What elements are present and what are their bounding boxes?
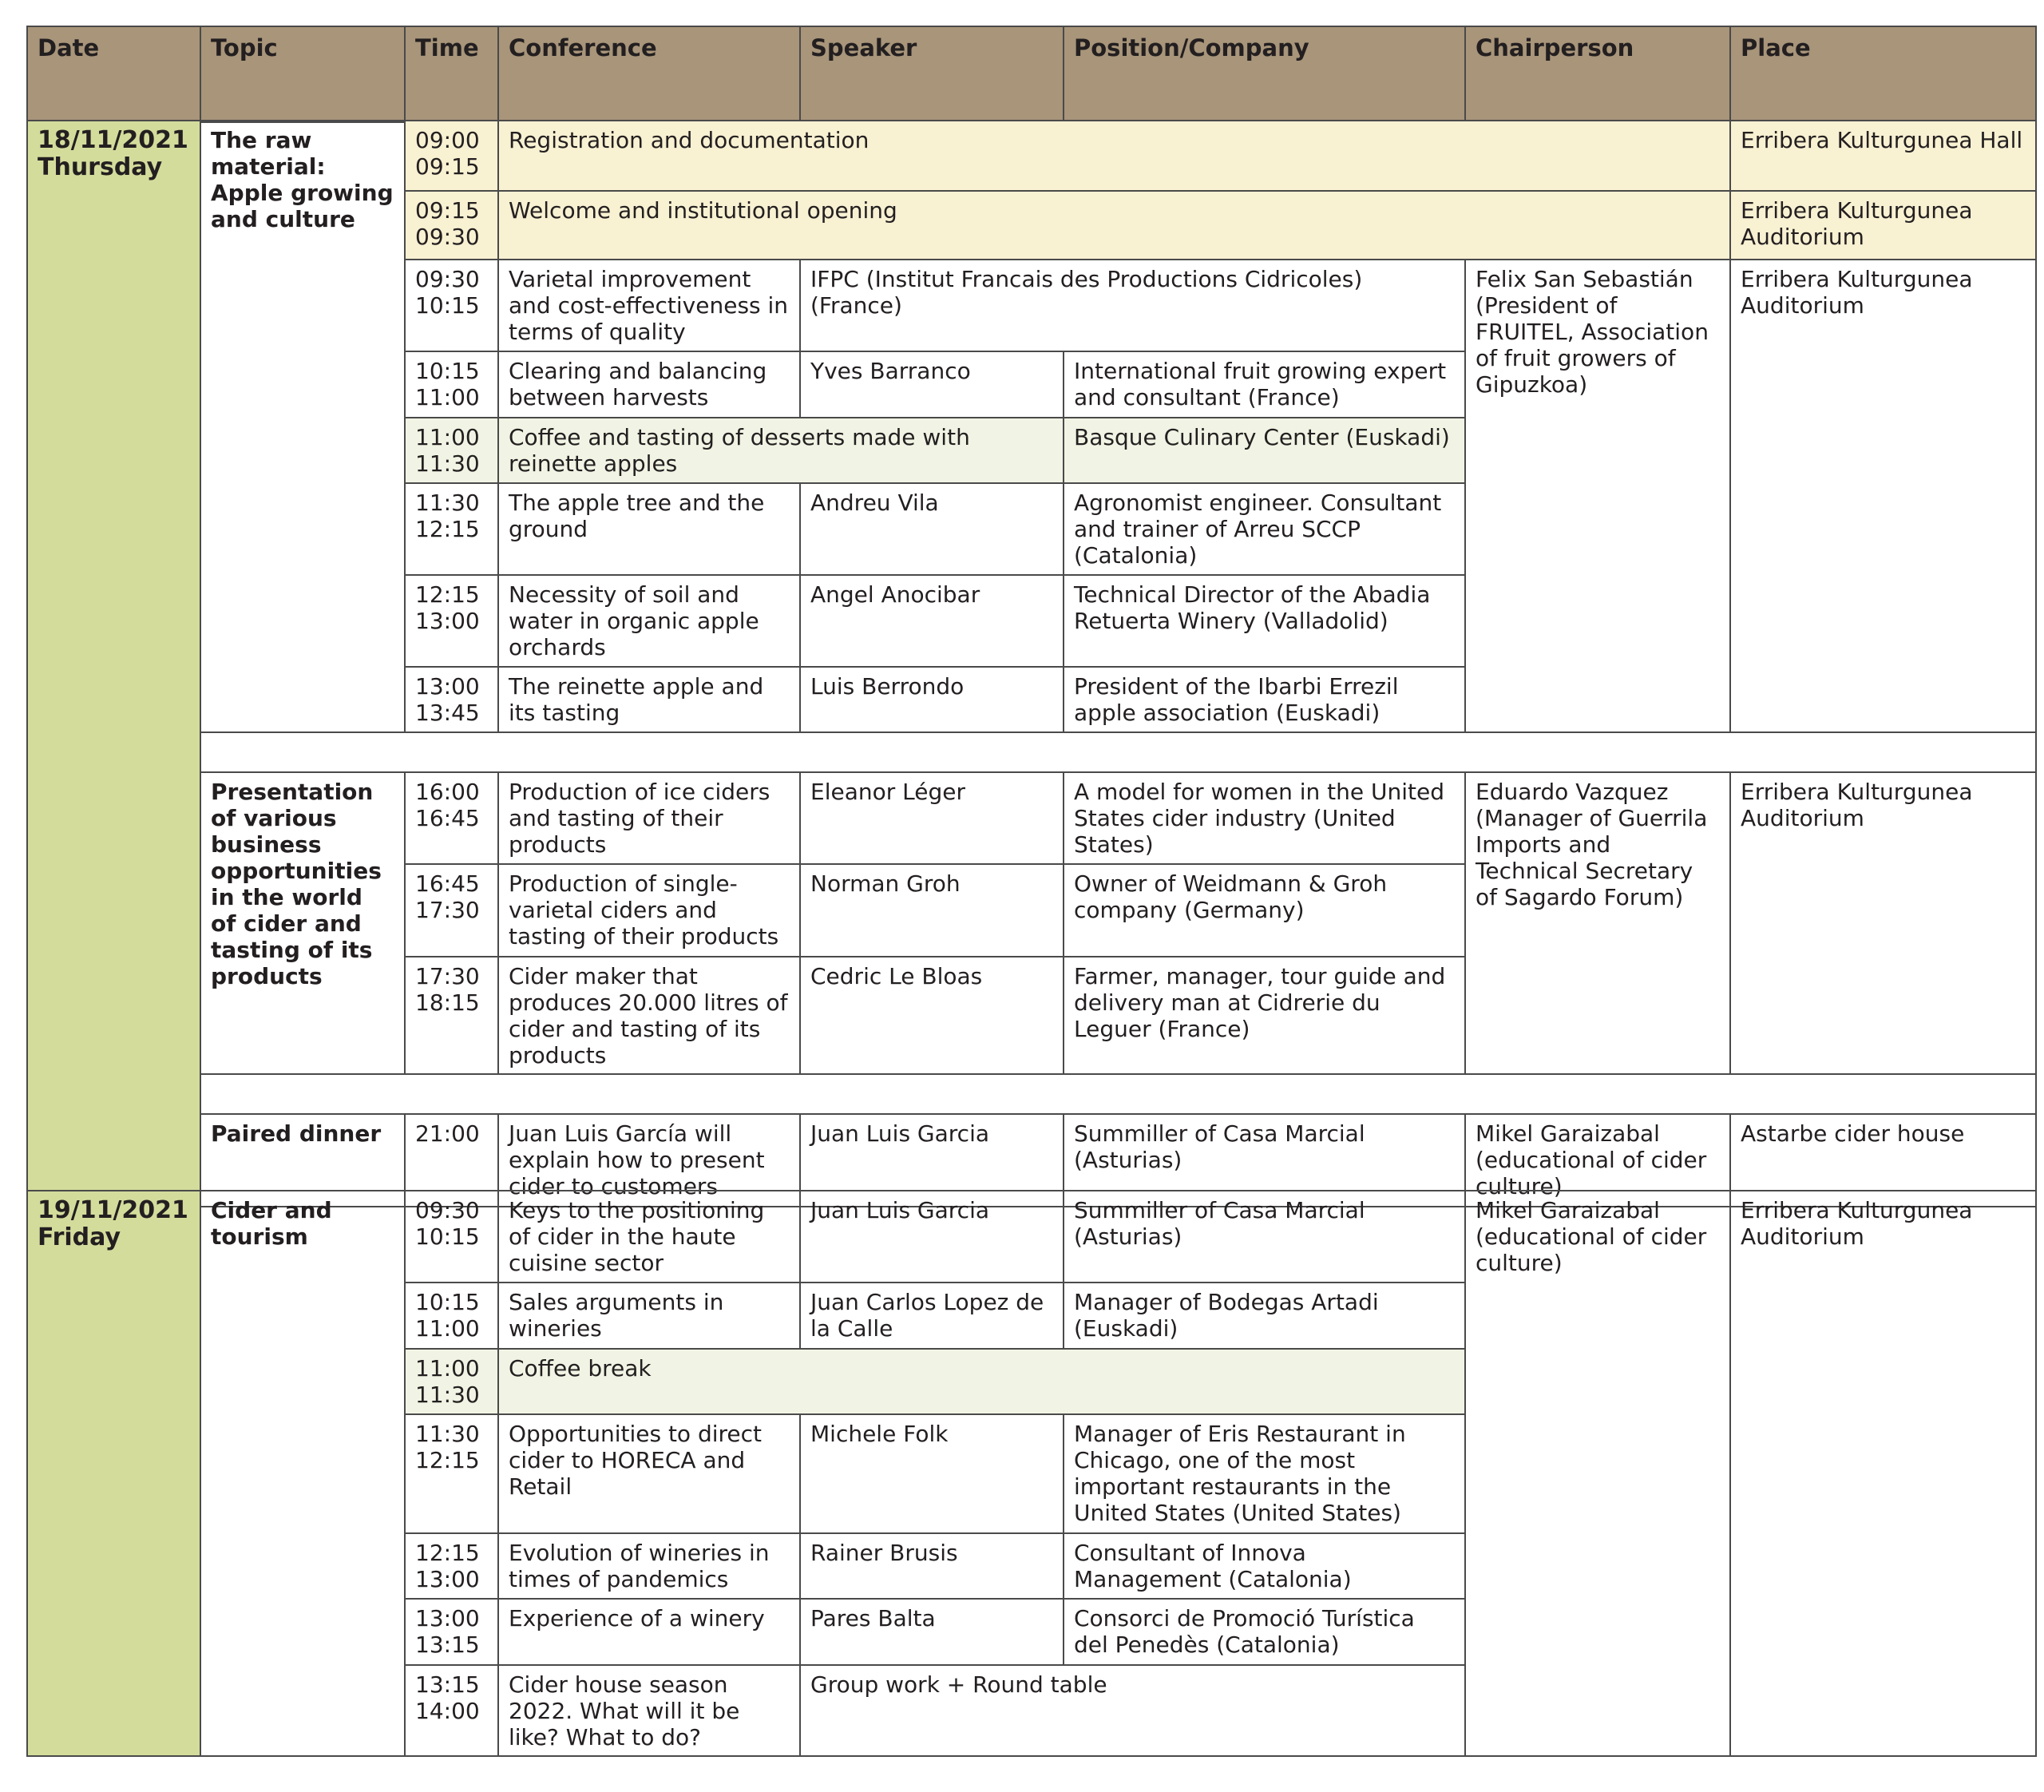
spacer-row xyxy=(27,1074,2036,1114)
conference-cell: The reinette apple and its tasting xyxy=(498,667,800,732)
chairperson-cell: Eduardo Vazquez (Manager of Guerrila Imports and Technical Secretary of Sagardo Forum) xyxy=(1465,772,1730,1074)
time-end: 16:45 xyxy=(415,805,480,831)
chairperson-cell: Felix San Sebastián (President of FRUITEL, Association of fruit growers of Gipuzkoa) xyxy=(1465,260,1730,732)
place-cell: Erribera Kulturgunea Auditorium xyxy=(1730,191,2036,260)
time-cell xyxy=(405,483,498,575)
time-cell xyxy=(405,772,498,864)
time-cell xyxy=(405,191,498,260)
position-cell: Farmer, manager, tour guide and delivery man at Cidrerie du Leguer (France) xyxy=(1064,957,1465,1074)
col-header-chairperson: Chairperson xyxy=(1465,26,1730,122)
conference-cell: Opportunities to direct cider to HORECA and Retail xyxy=(498,1414,800,1533)
place-cell: Erribera Kulturgunea Auditorium xyxy=(1730,260,2036,732)
time-cell xyxy=(405,1283,498,1349)
time-cell xyxy=(405,351,498,418)
conference-cell: Juan Luis García will explain how to present cider to customers xyxy=(498,1114,800,1207)
time-end: 10:15 xyxy=(415,292,480,319)
col-header-place: Place xyxy=(1730,26,2036,122)
time-cell xyxy=(405,1191,498,1283)
time-end: 11:00 xyxy=(415,1315,480,1342)
position-cell: Summiller of Casa Marcial (Asturias) xyxy=(1064,1114,1465,1207)
table-row xyxy=(27,121,2036,191)
conference-cell: Necessity of soil and water in organic apple orchards xyxy=(498,575,800,667)
time-cell xyxy=(405,864,498,957)
place-cell: Erribera Kulturgunea Auditorium xyxy=(1730,772,2036,1074)
header-row xyxy=(27,26,2036,122)
time-cell xyxy=(405,1599,498,1665)
speaker-cell: Luis Berrondo xyxy=(800,667,1064,732)
time-end: 13:00 xyxy=(415,608,480,634)
position-cell: Basque Culinary Center (Euskadi) xyxy=(1064,418,1465,483)
table-row xyxy=(27,772,2036,864)
time-start: 13:00 xyxy=(415,673,480,700)
position-cell: Consorci de Promoció Turística del Penedès (Catalonia) xyxy=(1064,1599,1465,1665)
time-end: 17:30 xyxy=(415,897,480,923)
day2-topic: Cider and tourism xyxy=(200,1191,405,1756)
conference-cell: Registration and documentation xyxy=(498,121,1730,191)
time-end: 18:15 xyxy=(415,989,480,1016)
time-end: 12:15 xyxy=(415,1447,480,1473)
speaker-cell: Yves Barranco xyxy=(800,351,1064,418)
speaker-cell: IFPC (Institut Francais des Productions Cidricoles) (France) xyxy=(800,260,1465,351)
time-cell xyxy=(405,1414,498,1533)
conference-cell: The apple tree and the ground xyxy=(498,483,800,575)
program-header-table xyxy=(26,26,2037,123)
col-header-position: Position/Company xyxy=(1064,26,1465,122)
time-start: 11:00 xyxy=(415,424,480,450)
time-end: 13:15 xyxy=(415,1631,480,1658)
time-start: 11:30 xyxy=(415,1421,480,1447)
time-cell xyxy=(405,121,498,191)
place-cell: Erribera Kulturgunea Hall xyxy=(1730,121,2036,191)
time-start: 10:15 xyxy=(415,1289,480,1315)
col-header-conference: Conference xyxy=(498,26,800,122)
speaker-cell: Cedric Le Bloas xyxy=(800,957,1064,1074)
time-cell xyxy=(405,418,498,483)
col-header-time: Time xyxy=(405,26,498,122)
day1-topic-2: Presentation of various business opportunities in the world of cider and tasting of its products xyxy=(200,772,405,1074)
table-row xyxy=(27,1191,2036,1283)
day1-table xyxy=(26,120,2037,1207)
spacer-cell xyxy=(200,732,2036,772)
time-start: 11:00 xyxy=(415,1355,480,1382)
day1-topic-3: Paired dinner xyxy=(200,1114,405,1207)
time-end: 09:15 xyxy=(415,153,480,180)
position-cell: International fruit growing expert and consultant (France) xyxy=(1064,351,1465,418)
position-cell: Technical Director of the Abadia Retuerta Winery (Valladolid) xyxy=(1064,575,1465,667)
conference-cell: Production of ice ciders and tasting of their products xyxy=(498,772,800,864)
spacer-cell xyxy=(200,1074,2036,1114)
speaker-cell: Rainer Brusis xyxy=(800,1533,1064,1599)
time-start: 17:30 xyxy=(415,963,480,989)
position-cell: Owner of Weidmann & Groh company (Germany) xyxy=(1064,864,1465,957)
position-cell: President of the Ibarbi Errezil apple association (Euskadi) xyxy=(1064,667,1465,732)
speaker-cell: Juan Carlos Lopez de la Calle xyxy=(800,1283,1064,1349)
time-end: 10:15 xyxy=(415,1223,480,1250)
spacer-row xyxy=(27,732,2036,772)
time-start: 16:45 xyxy=(415,870,480,897)
conference-cell: Production of single-varietal ciders and tasting of their products xyxy=(498,864,800,957)
day2-table xyxy=(26,1190,2037,1757)
day2-date-cell xyxy=(27,1191,200,1756)
position-cell: A model for women in the United States cider industry (United States) xyxy=(1064,772,1465,864)
time-start: 12:15 xyxy=(415,1540,480,1566)
position-cell: Manager of Eris Restaurant in Chicago, one of the most important restaurants in the United States (United States) xyxy=(1064,1414,1465,1533)
time-start: 09:30 xyxy=(415,266,480,292)
conference-cell: Cider maker that produces 20.000 litres of cider and tasting of its products xyxy=(498,957,800,1074)
day2-weekday: Friday xyxy=(38,1223,121,1251)
speaker-cell: Group work + Round table xyxy=(800,1665,1465,1756)
time-end: 14:00 xyxy=(415,1698,480,1724)
time-start: 09:15 xyxy=(415,197,480,224)
conference-cell: Sales arguments in wineries xyxy=(498,1283,800,1349)
conference-cell: Cider house season 2022. What will it be like? What to do? xyxy=(498,1665,800,1756)
time-start: 16:00 xyxy=(415,779,480,805)
time-cell xyxy=(405,1349,498,1414)
day2-date: 19/11/2021 xyxy=(38,1196,188,1224)
speaker-cell: Pares Balta xyxy=(800,1599,1064,1665)
time-end: 13:00 xyxy=(415,1566,480,1592)
position-cell: Agronomist engineer. Consultant and trainer of Arreu SCCP (Catalonia) xyxy=(1064,483,1465,575)
time-end: 12:15 xyxy=(415,516,480,542)
day1-date-cell xyxy=(27,121,200,1207)
time-end: 11:30 xyxy=(415,1382,480,1408)
chairperson-cell: Mikel Garaizabal (educational of cider culture) xyxy=(1465,1191,1730,1756)
day1-topic-1: The raw material: Apple growing and culture xyxy=(200,121,405,732)
time-start: 12:15 xyxy=(415,581,480,608)
conference-cell: Evolution of wineries in times of pandemics xyxy=(498,1533,800,1599)
col-header-date: Date xyxy=(27,26,200,122)
time-end: 09:30 xyxy=(415,224,480,250)
day1-weekday: Thursday xyxy=(38,153,163,181)
time-cell xyxy=(405,957,498,1074)
position-cell: Manager of Bodegas Artadi (Euskadi) xyxy=(1064,1283,1465,1349)
time-start: 11:30 xyxy=(415,490,480,516)
chairperson-cell: Mikel Garaizabal (educational of cider culture) xyxy=(1465,1114,1730,1207)
speaker-cell: Andreu Vila xyxy=(800,483,1064,575)
conference-cell: Clearing and balancing between harvests xyxy=(498,351,800,418)
day1-date: 18/11/2021 xyxy=(38,126,188,154)
conference-cell: Welcome and institutional opening xyxy=(498,191,1730,260)
time-end: 13:45 xyxy=(415,700,480,726)
conference-cell: Coffee and tasting of desserts made with reinette apples xyxy=(498,418,1064,483)
time-cell xyxy=(405,1665,498,1756)
time-start: 21:00 xyxy=(415,1120,480,1147)
conference-cell: Experience of a winery xyxy=(498,1599,800,1665)
conference-cell: Varietal improvement and cost-effectiveness in terms of quality xyxy=(498,260,800,351)
speaker-cell: Norman Groh xyxy=(800,864,1064,957)
place-cell: Astarbe cider house xyxy=(1730,1114,2036,1207)
speaker-cell: Juan Luis Garcia xyxy=(800,1191,1064,1283)
speaker-cell: Angel Anocibar xyxy=(800,575,1064,667)
col-header-speaker: Speaker xyxy=(800,26,1064,122)
time-end: 11:00 xyxy=(415,384,480,410)
time-start: 13:15 xyxy=(415,1671,480,1698)
time-cell xyxy=(405,1533,498,1599)
time-cell xyxy=(405,260,498,351)
speaker-cell: Eleanor Léger xyxy=(800,772,1064,864)
time-cell xyxy=(405,667,498,732)
time-end: 11:30 xyxy=(415,450,480,477)
time-start: 10:15 xyxy=(415,358,480,384)
speaker-cell: Juan Luis Garcia xyxy=(800,1114,1064,1207)
position-cell: Summiller of Casa Marcial (Asturias) xyxy=(1064,1191,1465,1283)
time-cell xyxy=(405,575,498,667)
time-start: 09:30 xyxy=(415,1197,480,1223)
time-start: 13:00 xyxy=(415,1605,480,1631)
place-cell: Erribera Kulturgunea Auditorium xyxy=(1730,1191,2036,1756)
col-header-topic: Topic xyxy=(200,26,405,122)
speaker-cell: Michele Folk xyxy=(800,1414,1064,1533)
conference-cell: Keys to the positioning of cider in the haute cuisine sector xyxy=(498,1191,800,1283)
time-start: 09:00 xyxy=(415,127,480,153)
position-cell: Consultant of Innova Management (Catalonia) xyxy=(1064,1533,1465,1599)
conference-cell: Coffee break xyxy=(498,1349,1465,1414)
